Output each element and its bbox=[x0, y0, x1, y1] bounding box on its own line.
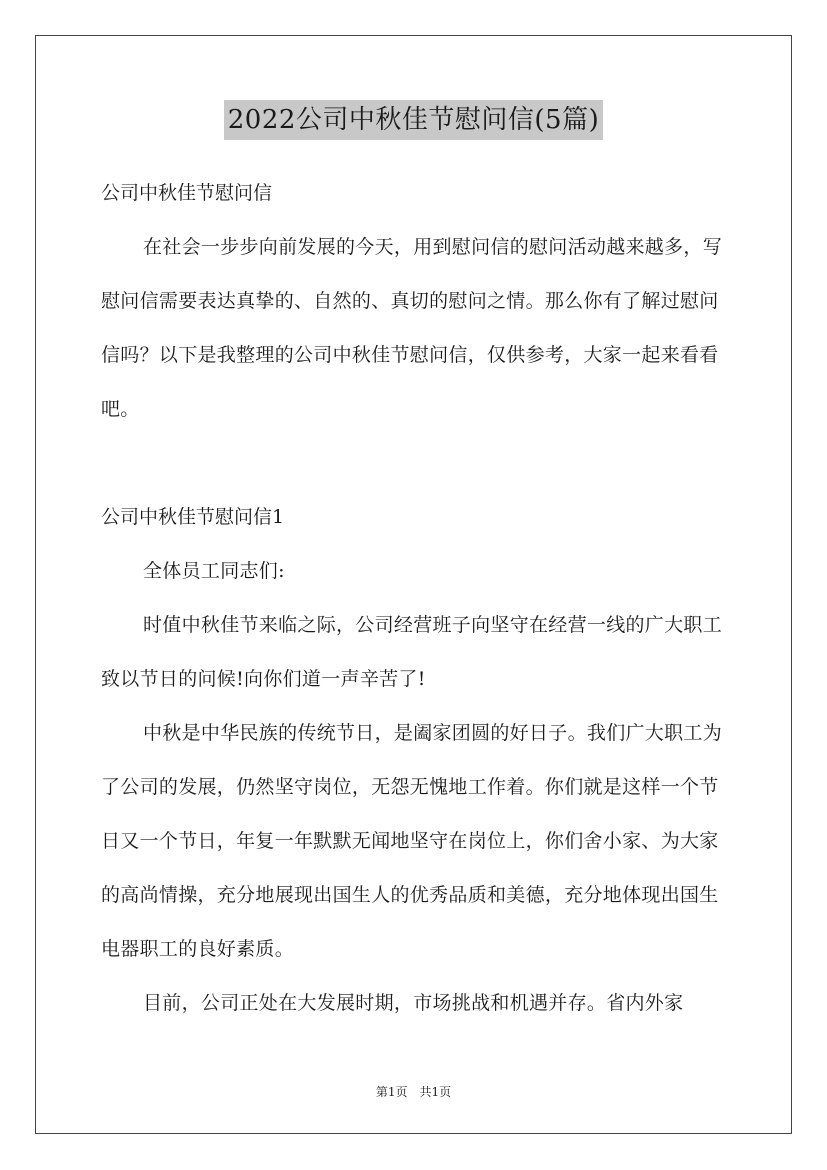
intro-paragraph: 在社会一步步向前发展的今天，用到慰问信的慰问活动越来越多，写慰问信需要表达真挚的、自然的、真切的慰问之情。那么你有了解过慰问信吗？以下是我整理的公司中秋佳节慰问信，仅供参考，大家一起来看看吧。 bbox=[101, 236, 723, 420]
page-number: 第1页 共1页 bbox=[375, 1085, 452, 1099]
document-body bbox=[101, 166, 731, 1030]
body-paragraph: 中秋是中华民族的传统节日，是阖家团圆的好日子。我们广大职工为了公司的发展，仍然坚守岗位，无怨无愧地工作着。你们就是这样一个节日又一个节日，年复一年默默无闻地坚守在岗位上，你们舍小家、为大家的高尚情操，充分地展现出国生人的优秀品质和美德，充分地体现出国生电器职工的良好素质。 bbox=[101, 722, 723, 960]
title-container bbox=[0, 100, 827, 140]
paragraph-spacer bbox=[101, 436, 731, 490]
section-heading: 公司中秋佳节慰问信 bbox=[101, 182, 273, 204]
salutation: 全体员工同志们: bbox=[143, 560, 285, 582]
document-title: 2022公司中秋佳节慰问信(5篇) bbox=[224, 100, 604, 140]
page-footer bbox=[0, 1083, 827, 1101]
letter-heading: 公司中秋佳节慰问信1 bbox=[101, 506, 285, 528]
body-paragraph: 目前，公司正处在大发展时期，市场挑战和机遇并存。省内外家 bbox=[143, 992, 684, 1014]
body-paragraph: 时值中秋佳节来临之际，公司经营班子向坚守在经营一线的广大职工致以节日的问候!向你们道一声辛苦了! bbox=[101, 614, 723, 690]
